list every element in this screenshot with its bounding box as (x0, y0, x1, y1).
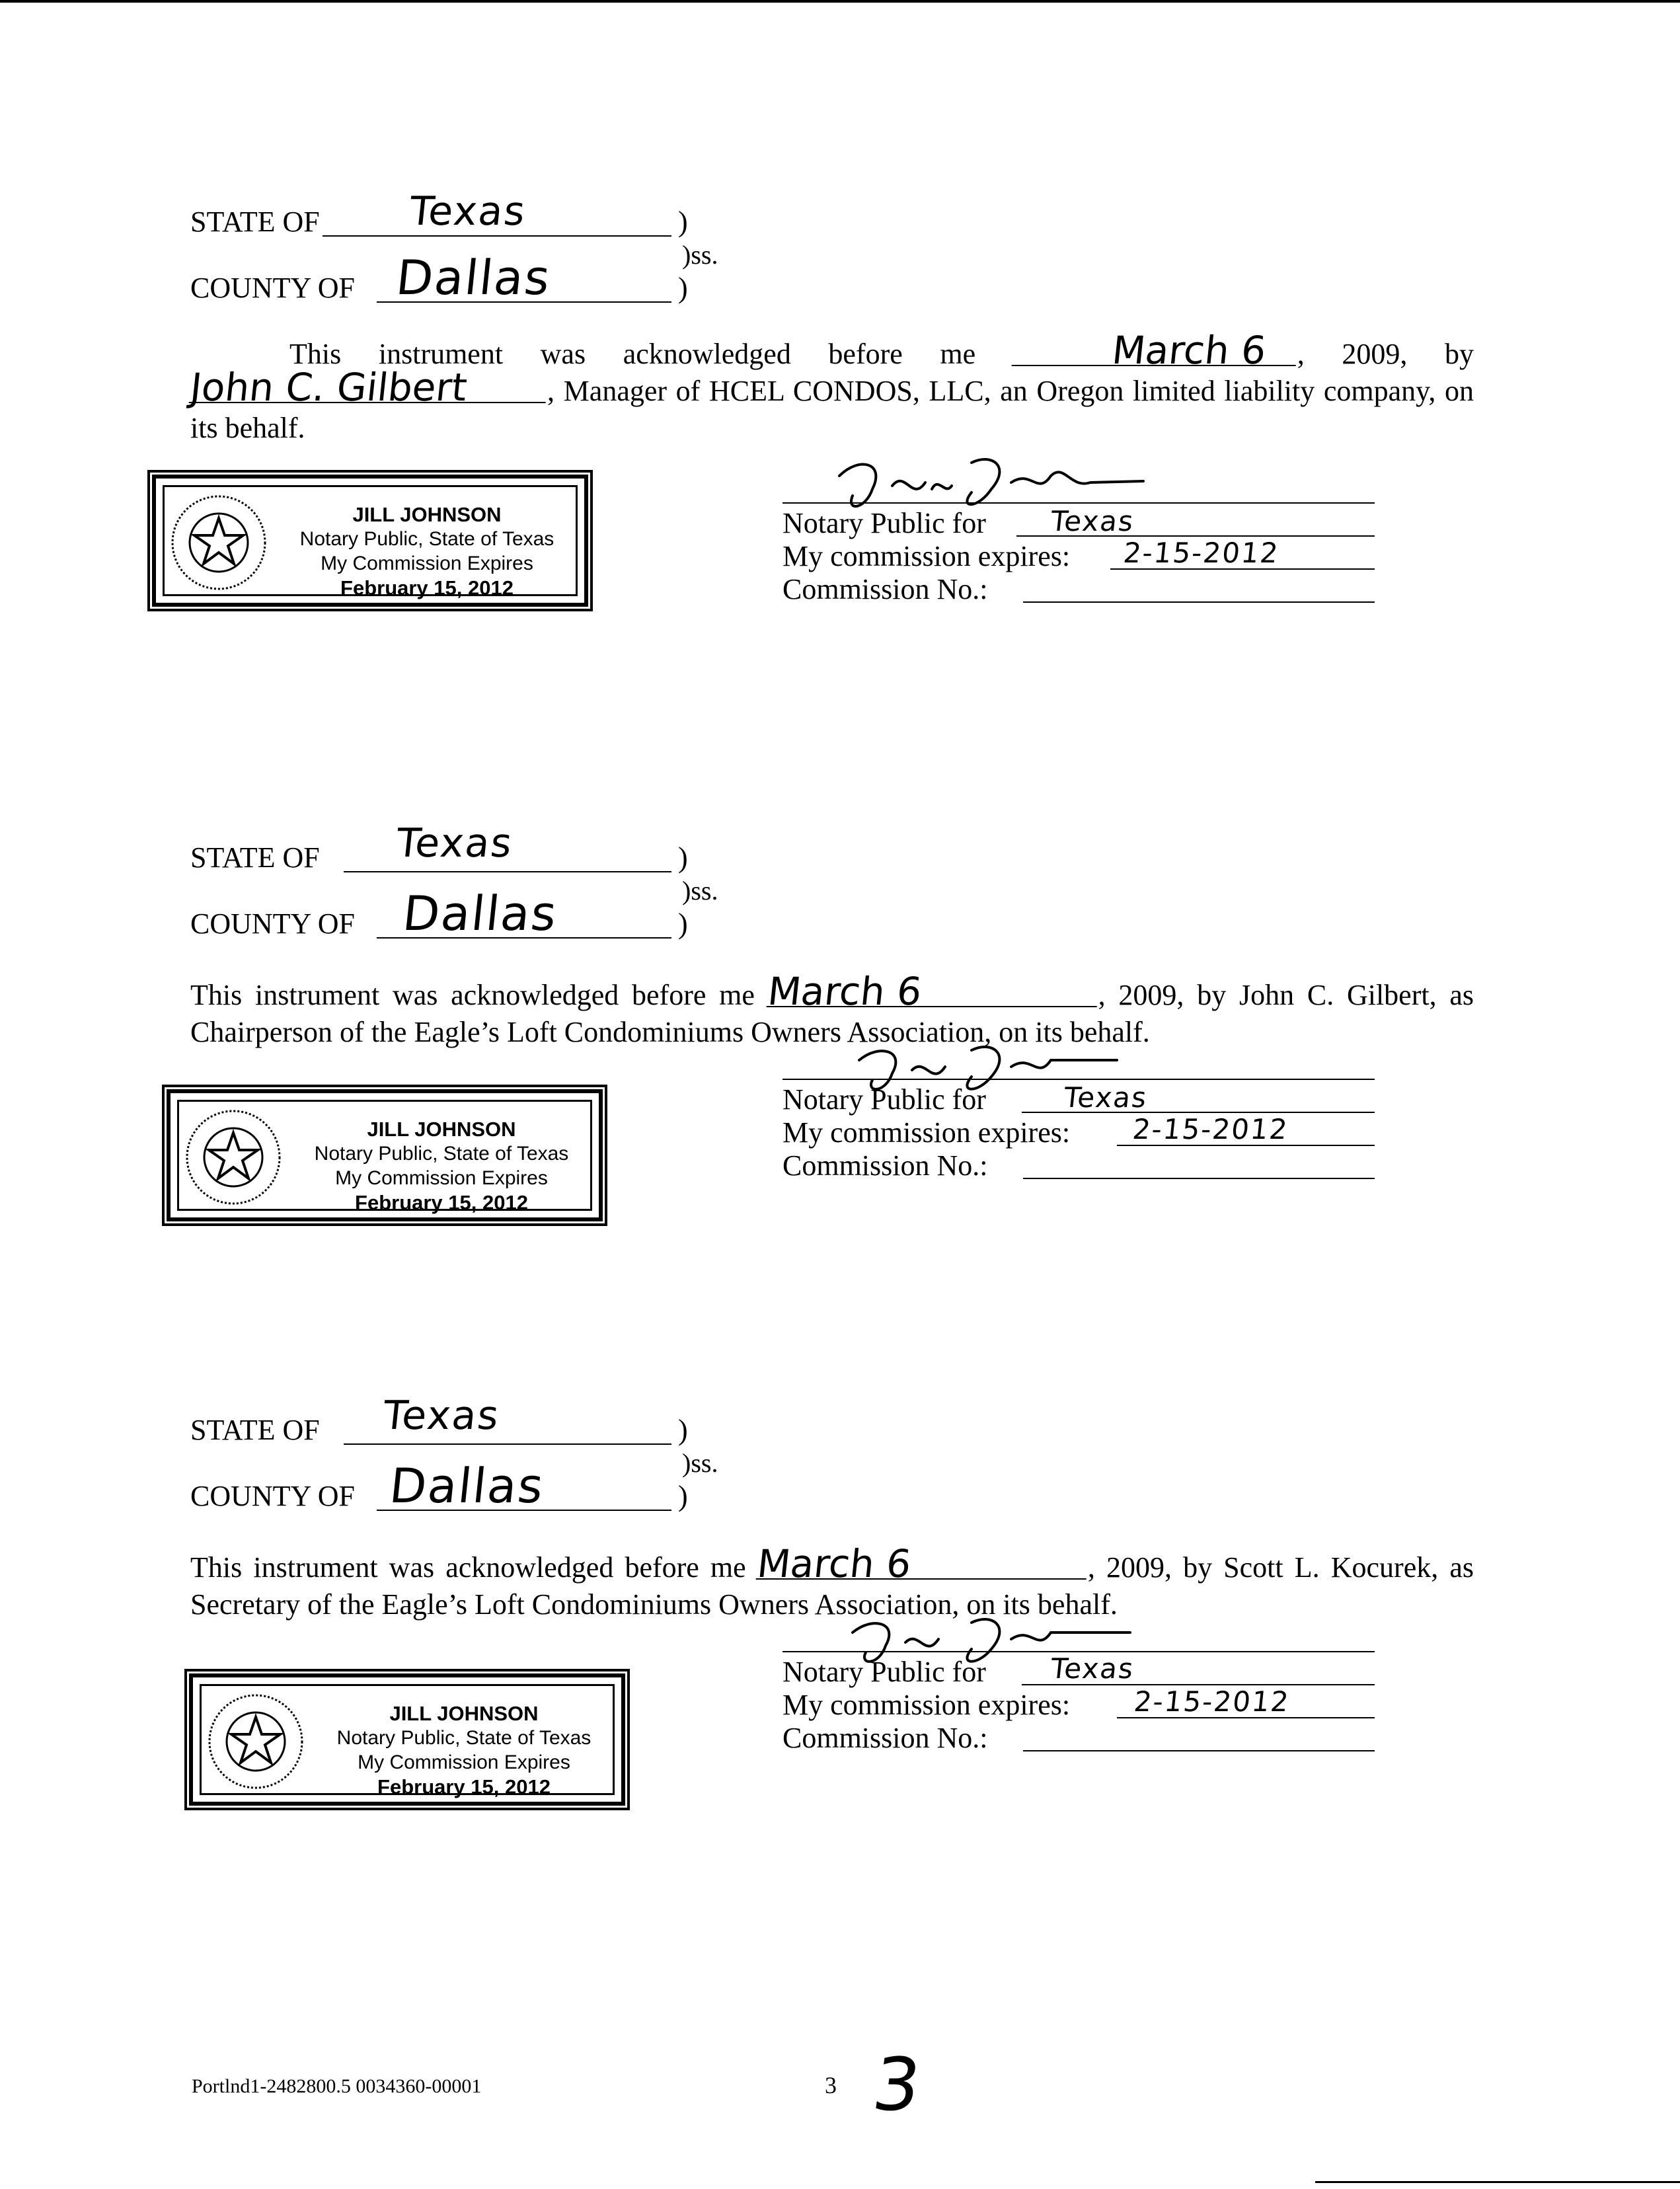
stamp-line1: Notary Public, State of Texas (299, 528, 554, 550)
state-of-label: STATE OF (190, 206, 320, 238)
county-of-label: COUNTY OF (190, 272, 355, 304)
ack-prefix: This instrument was acknowledged before me (289, 338, 976, 370)
handwritten-page-number: 3 (868, 2042, 926, 2127)
notary-stamp (167, 1089, 603, 1221)
paren: ) (678, 206, 688, 238)
ack-body: , 2009, by Scott L. Kocurek, as Secretary of the Eagle’s Loft Condominiums Owners Association, on its behalf. (190, 1551, 1474, 1621)
notary-stamp (189, 1673, 625, 1806)
state-of-label: STATE OF (190, 841, 320, 874)
ack-date-handwritten: March 6 (766, 977, 1100, 1007)
stamp-line2: My Commission Expires (321, 553, 533, 574)
state-of-label: STATE OF (190, 1414, 320, 1446)
commission-no-label: Commission No.: (783, 573, 988, 605)
notary-seal-icon (206, 1692, 305, 1791)
commission-expires-label: My commission expires: (783, 540, 1071, 572)
notary-public-for-label: Notary Public for (783, 507, 986, 539)
ack-prefix: This instrument was acknowledged before me (190, 1551, 746, 1584)
commission-no-label: Commission No.: (783, 1722, 988, 1754)
state-underline (344, 1443, 671, 1445)
ack-body: , Manager of HCEL CONDOS, LLC, an Oregon limited liability company, on its behalf. (190, 375, 1474, 444)
ack-date-handwritten: March 6 (755, 1549, 1089, 1580)
acknowledgment-block-2 (0, 636, 1680, 1231)
page-number: 3 (825, 2072, 837, 2098)
expires-handwritten: 2-15-2012 (1131, 1113, 1291, 1145)
notary-for-handwritten: Texas (1062, 1081, 1149, 1114)
state-underline (323, 235, 671, 237)
acknowledgment-paragraph (188, 328, 1474, 447)
state-value-handwritten: Texas (381, 1393, 502, 1439)
stamp-line1: Notary Public, State of Texas (314, 1143, 569, 1165)
ack-prefix: This instrument was acknowledged before me (190, 979, 755, 1011)
stamp-date: February 15, 2012 (377, 1775, 551, 1798)
expires-handwritten: 2-15-2012 (1132, 1685, 1292, 1718)
expires-handwritten: 2-15-2012 (1122, 537, 1281, 569)
stamp-line2: My Commission Expires (358, 1751, 570, 1773)
signature-line (783, 1079, 1375, 1080)
stamp-date: February 15, 2012 (355, 1191, 528, 1214)
notary-seal-icon (184, 1108, 283, 1207)
county-value-handwritten: Dallas (400, 886, 560, 941)
document-reference: Portlnd1-2482800.5 0034360-00001 (192, 2075, 482, 2097)
county-value-handwritten: Dallas (387, 1458, 547, 1514)
paren: ) (678, 272, 688, 304)
state-value-handwritten: Texas (394, 820, 515, 866)
notary-public-for-label: Notary Public for (783, 1656, 986, 1688)
signer-name-handwritten: John C. Gilbert (189, 373, 549, 403)
paren: ) (678, 1414, 688, 1446)
ack-body: , 2009, by John C. Gilbert, as Chairperson of the Eagle’s Loft Condominiums Owners Association, on its behalf. (190, 979, 1474, 1048)
commission-no-underline (1023, 601, 1375, 603)
stamp-line1: Notary Public, State of Texas (336, 1727, 592, 1749)
state-value-handwritten: Texas (407, 188, 529, 235)
bottom-border-line (1315, 2181, 1680, 2183)
stamp-name: JILL JOHNSON (389, 1702, 539, 1725)
notary-seal-icon (169, 493, 268, 592)
paren: ) (678, 1480, 688, 1512)
ss-label: )ss. (682, 876, 718, 905)
notary-public-for-label: Notary Public for (783, 1083, 986, 1116)
signature-line (783, 502, 1375, 504)
stamp-date: February 15, 2012 (340, 576, 514, 599)
notary-stamp (152, 475, 588, 607)
stamp-line2: My Commission Expires (335, 1167, 548, 1189)
commission-no-underline (1023, 1178, 1375, 1179)
commission-no-underline (1023, 1750, 1375, 1751)
ack-suffix: , 2009, by (1297, 338, 1474, 370)
state-underline (344, 871, 671, 872)
ss-label: )ss. (682, 240, 718, 270)
paren: ) (678, 841, 688, 874)
acknowledgment-block-3 (0, 1208, 1680, 1803)
notary-for-handwritten: Texas (1049, 1652, 1136, 1685)
ack-date-handwritten: March 6 (1011, 336, 1299, 366)
ss-label: )ss. (682, 1448, 718, 1478)
stamp-name: JILL JOHNSON (352, 503, 502, 526)
stamp-name: JILL JOHNSON (367, 1118, 516, 1141)
county-of-label: COUNTY OF (190, 1480, 355, 1512)
commission-expires-label: My commission expires: (783, 1116, 1071, 1149)
commission-no-label: Commission No.: (783, 1149, 988, 1182)
paren: ) (678, 907, 688, 940)
county-of-label: COUNTY OF (190, 907, 355, 940)
county-value-handwritten: Dallas (393, 250, 554, 305)
commission-expires-label: My commission expires: (783, 1689, 1071, 1721)
notary-for-handwritten: Texas (1049, 505, 1136, 537)
acknowledgment-block-1 (0, 0, 1680, 605)
